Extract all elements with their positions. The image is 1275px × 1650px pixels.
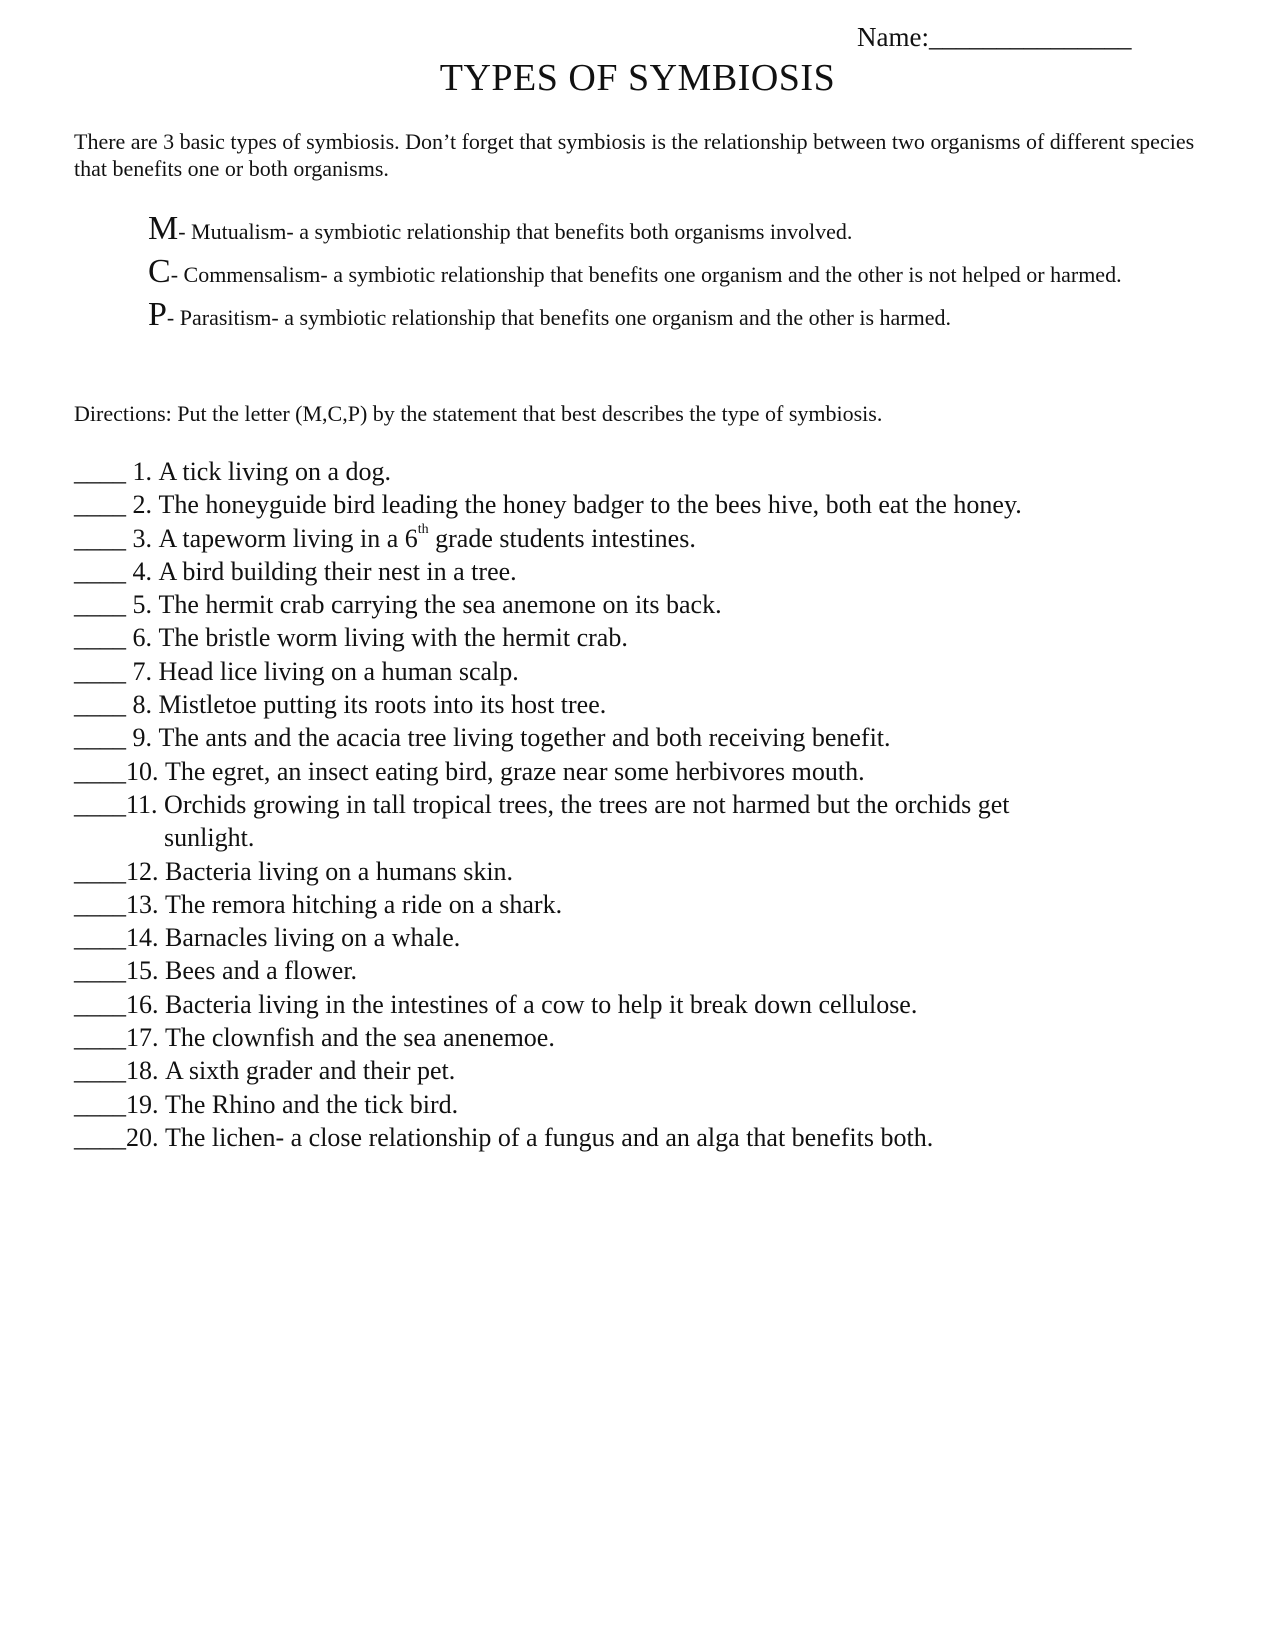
answer-blank[interactable]: ____ [74, 956, 126, 986]
question-item [74, 755, 1234, 788]
question-text: Bacteria living in the intestines of a cow to help it break down cellulose. [165, 989, 918, 1019]
question-text: Orchids growing in tall tropical trees, the trees are not harmed but the orchids get sunlight. [164, 789, 1010, 853]
answer-blank[interactable]: ____ [74, 723, 133, 753]
answer-blank[interactable]: ____ [74, 590, 133, 620]
answer-blank[interactable]: ____ [74, 889, 126, 919]
question-number: 13. [126, 889, 165, 919]
question-item [74, 488, 1234, 521]
answer-blank[interactable]: ____ [74, 457, 133, 486]
question-text: Mistletoe putting its roots into its host tree. [158, 690, 607, 720]
answer-blank[interactable]: ____ [74, 789, 126, 819]
question-item [74, 555, 1234, 588]
definition-text: - Parasitism- a symbiotic relationship that benefits one organism and the other is harmed. [166, 305, 952, 330]
question-item [74, 988, 1234, 1021]
answer-blank[interactable]: ____ [74, 623, 133, 653]
definition-commensalism [148, 253, 1178, 290]
answer-blank[interactable]: ____ [74, 523, 133, 553]
question-text-part: A tapeworm living in a 6 [158, 523, 418, 553]
question-list [74, 455, 1234, 1154]
question-item [74, 1088, 1234, 1121]
question-number: 16. [126, 989, 165, 1019]
answer-blank[interactable]: ____ [74, 1089, 126, 1119]
question-text: Barnacles living on a whale. [165, 923, 461, 953]
question-number: 7. [132, 656, 159, 686]
definition-letter: M [148, 210, 179, 247]
question-text: The egret, an insect eating bird, graze near some herbivores mouth. [165, 756, 865, 786]
question-number: 15. [126, 956, 165, 986]
question-text-part: grade students intestines. [428, 523, 696, 553]
question-text: The Rhino and the tick bird. [165, 1089, 459, 1119]
question-number: 4. [132, 556, 159, 586]
question-item [74, 1054, 1234, 1087]
question-number: 5. [132, 590, 159, 620]
page-title: TYPES OF SYMBIOSIS [439, 57, 836, 99]
question-item [74, 721, 1234, 754]
name-field[interactable]: Name:_______________ [857, 22, 1132, 52]
question-item [74, 588, 1234, 621]
definition-text: - Commensalism- a symbiotic relationship that benefits one organism and the other is not helped or harmed. [170, 262, 1122, 287]
question-text: Bees and a flower. [165, 956, 358, 986]
question-number: 3. [132, 523, 159, 553]
question-text: The hermit crab carrying the sea anemone on its back. [158, 590, 722, 620]
answer-blank[interactable]: ____ [74, 656, 133, 686]
answer-blank[interactable]: ____ [74, 490, 133, 520]
question-number: 17. [126, 1023, 165, 1053]
question-item [74, 1121, 1234, 1154]
question-text: The honeyguide bird leading the honey badger to the bees hive, both eat the honey. [158, 490, 1022, 520]
question-number: 18. [126, 1056, 165, 1086]
question-number: 1. [132, 457, 159, 486]
definition-letter: P [148, 296, 167, 333]
question-number: 20. [126, 1122, 165, 1152]
definition-mutualism [148, 210, 1178, 247]
question-text: Head lice living on a human scalp. [158, 656, 519, 686]
question-number: 2. [132, 490, 159, 520]
superscript: th [417, 521, 429, 537]
question-text: Bacteria living on a humans skin. [165, 856, 514, 886]
question-item [74, 788, 1234, 855]
question-item [74, 655, 1234, 688]
question-number: 8. [132, 690, 159, 720]
question-item [74, 522, 1234, 555]
question-item [74, 888, 1234, 921]
question-text: A sixth grader and their pet. [165, 1056, 456, 1086]
answer-blank[interactable]: ____ [74, 856, 126, 886]
question-item [74, 855, 1234, 888]
answer-blank[interactable]: ____ [74, 556, 133, 586]
question-item [74, 455, 1234, 488]
definition-parasitism [148, 296, 1178, 333]
question-item [74, 688, 1234, 721]
question-text: The ants and the acacia tree living together and both receiving benefit. [158, 723, 891, 753]
question-text [159, 522, 1235, 555]
question-number: 10. [126, 756, 165, 786]
question-text: The remora hitching a ride on a shark. [165, 889, 563, 919]
definition-text: - Mutualism- a symbiotic relationship that benefits both organisms involved. [178, 219, 853, 244]
question-number: 6. [132, 623, 159, 653]
question-item [74, 921, 1234, 954]
definitions-list [148, 210, 1178, 343]
answer-blank[interactable]: ____ [74, 756, 126, 786]
question-number: 19. [126, 1089, 165, 1119]
question-text: The lichen- a close relationship of a fungus and an alga that benefits both. [165, 1122, 934, 1152]
answer-blank[interactable]: ____ [74, 923, 126, 953]
answer-blank[interactable]: ____ [74, 1023, 126, 1053]
answer-blank[interactable]: ____ [74, 1056, 126, 1086]
directions: Directions: Put the letter (M,C,P) by the statement that best describes the type of symbiosis. [74, 401, 883, 426]
question-text: A tick living on a dog. [158, 457, 392, 486]
question-number: 14. [126, 923, 165, 953]
question-item [74, 1021, 1234, 1054]
definition-letter: C [148, 253, 171, 290]
question-item [74, 621, 1234, 654]
answer-blank[interactable]: ____ [74, 989, 126, 1019]
question-text: A bird building their nest in a tree. [158, 556, 517, 586]
question-text: The bristle worm living with the hermit crab. [158, 623, 628, 653]
question-item [74, 954, 1234, 987]
answer-blank[interactable]: ____ [74, 690, 133, 720]
intro-paragraph: There are 3 basic types of symbiosis. Don’t forget that symbiosis is the relationship between two organisms of different species that benefits one or both organisms. [74, 129, 1195, 181]
answer-blank[interactable]: ____ [74, 1122, 126, 1152]
question-text: The clownfish and the sea anenemoe. [165, 1023, 555, 1053]
question-number: 11. [126, 789, 165, 819]
question-number: 9. [132, 723, 159, 753]
question-number: 12. [126, 856, 165, 886]
